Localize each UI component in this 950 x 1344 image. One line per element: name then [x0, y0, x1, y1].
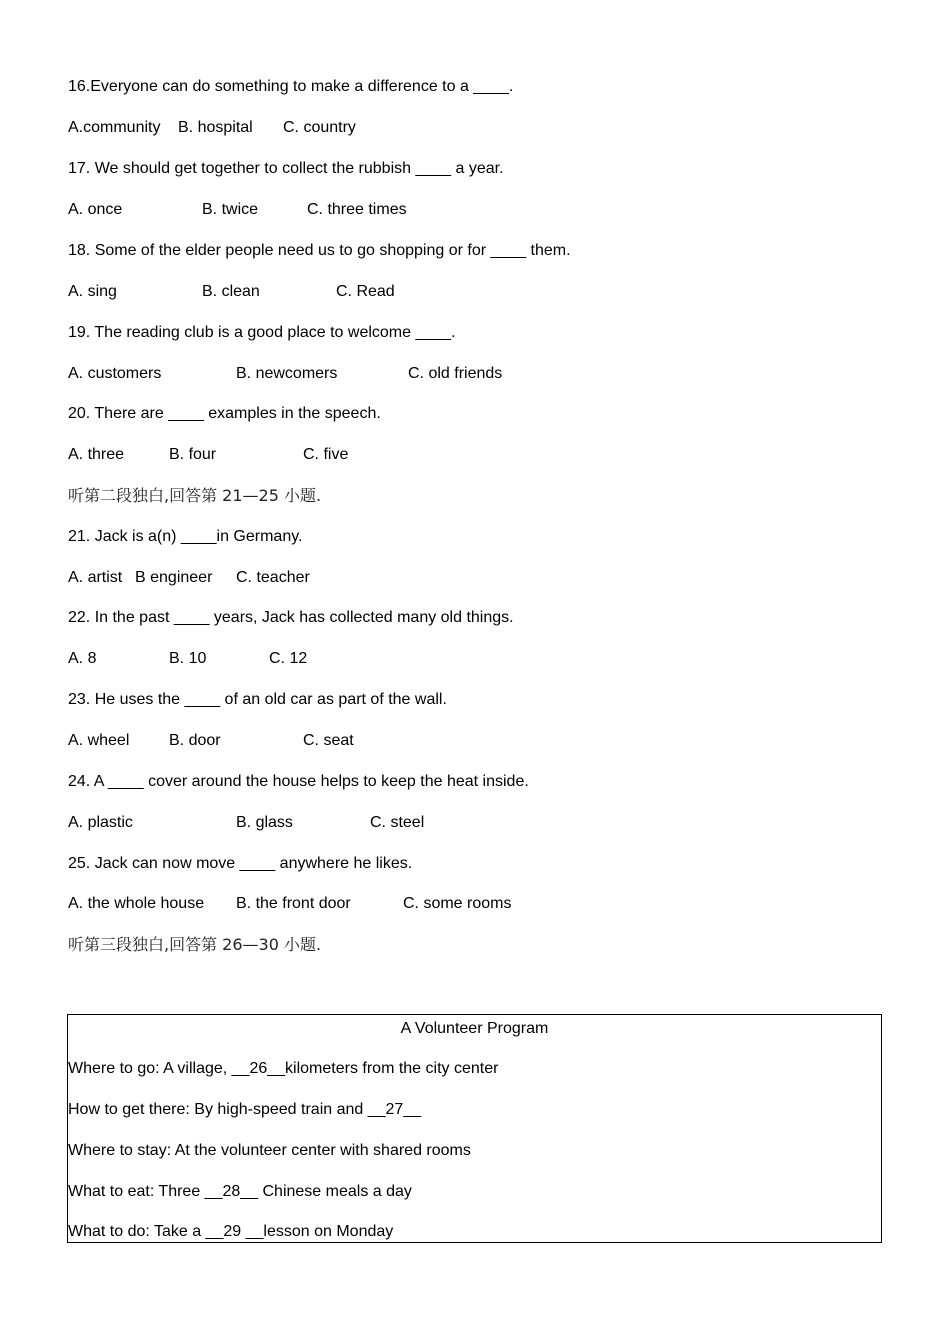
- question-16-options: [68, 117, 868, 139]
- question-18: 18. Some of the elder people need us to go shopping or for ____ them.: [68, 242, 571, 259]
- question-19-options: [68, 363, 868, 385]
- option-a: A. the whole house: [68, 895, 205, 912]
- section-2-header: 听第二段独白,回答第 21—25 小题.: [68, 486, 322, 505]
- option-c: C. country: [283, 119, 356, 136]
- question-23-options: [68, 730, 868, 752]
- question-17-options: [68, 199, 868, 221]
- option-a: A. wheel: [68, 732, 130, 749]
- question-24-options: [68, 812, 868, 834]
- table-row: Where to stay: At the volunteer center with shared rooms: [68, 1142, 471, 1159]
- question-17: 17. We should get together to collect the rubbish ____ a year.: [68, 160, 504, 177]
- question-25-options: [68, 893, 868, 915]
- option-b: B. hospital: [178, 119, 253, 136]
- option-b: B. the front door: [236, 895, 351, 912]
- option-c: C. 12: [269, 650, 308, 667]
- question-21: 21. Jack is a(n) ____in Germany.: [68, 528, 303, 545]
- table-row: What to eat: Three __28__ Chinese meals a day: [68, 1183, 412, 1200]
- table-row: Where to go: A village, __26__kilometers from the city center: [68, 1060, 499, 1077]
- question-24: 24. A ____ cover around the house helps to keep the heat inside.: [68, 773, 529, 790]
- option-a: A. sing: [68, 283, 117, 300]
- option-b: B. newcomers: [236, 365, 338, 382]
- option-b: B. door: [169, 732, 221, 749]
- option-c: C. some rooms: [403, 895, 512, 912]
- option-a: A.community: [68, 119, 161, 136]
- option-b: B. twice: [202, 201, 259, 218]
- option-a: A. plastic: [68, 814, 133, 831]
- option-c: C. three times: [307, 201, 407, 218]
- option-a: A. artist: [68, 569, 123, 586]
- option-a: A. customers: [68, 365, 162, 382]
- question-25: 25. Jack can now move ____ anywhere he likes.: [68, 855, 413, 872]
- question-16: 16.Everyone can do something to make a difference to a ____.: [68, 78, 514, 95]
- option-c: C. seat: [303, 732, 354, 749]
- option-b: B engineer: [135, 569, 213, 586]
- option-b: B. clean: [202, 283, 260, 300]
- option-a: A. three: [68, 446, 125, 463]
- option-c: C. five: [303, 446, 349, 463]
- question-20: 20. There are ____ examples in the speech.: [68, 405, 381, 422]
- question-21-options: [68, 567, 868, 589]
- option-c: C. Read: [336, 283, 395, 300]
- question-18-options: [68, 281, 868, 303]
- option-c: C. steel: [370, 814, 425, 831]
- section-3-header: 听第三段独白,回答第 26—30 小题.: [68, 935, 322, 954]
- question-20-options: [68, 444, 868, 466]
- table-title: A Volunteer Program: [400, 1020, 549, 1037]
- table-row: What to do: Take a __29 __lesson on Monday: [68, 1223, 394, 1240]
- volunteer-program-table: [67, 1014, 882, 1243]
- option-b: B. glass: [236, 814, 293, 831]
- question-22: 22. In the past ____ years, Jack has collected many old things.: [68, 609, 514, 626]
- option-b: B. 10: [169, 650, 207, 667]
- question-19: 19. The reading club is a good place to welcome ____.: [68, 324, 456, 341]
- question-23: 23. He uses the ____ of an old car as part of the wall.: [68, 691, 447, 708]
- option-c: C. old friends: [408, 365, 503, 382]
- option-a: A. 8: [68, 650, 97, 667]
- table-row: How to get there: By high-speed train and __27__: [68, 1101, 422, 1118]
- question-22-options: [68, 648, 868, 670]
- option-b: B. four: [169, 446, 217, 463]
- option-a: A. once: [68, 201, 123, 218]
- option-c: C. teacher: [236, 569, 310, 586]
